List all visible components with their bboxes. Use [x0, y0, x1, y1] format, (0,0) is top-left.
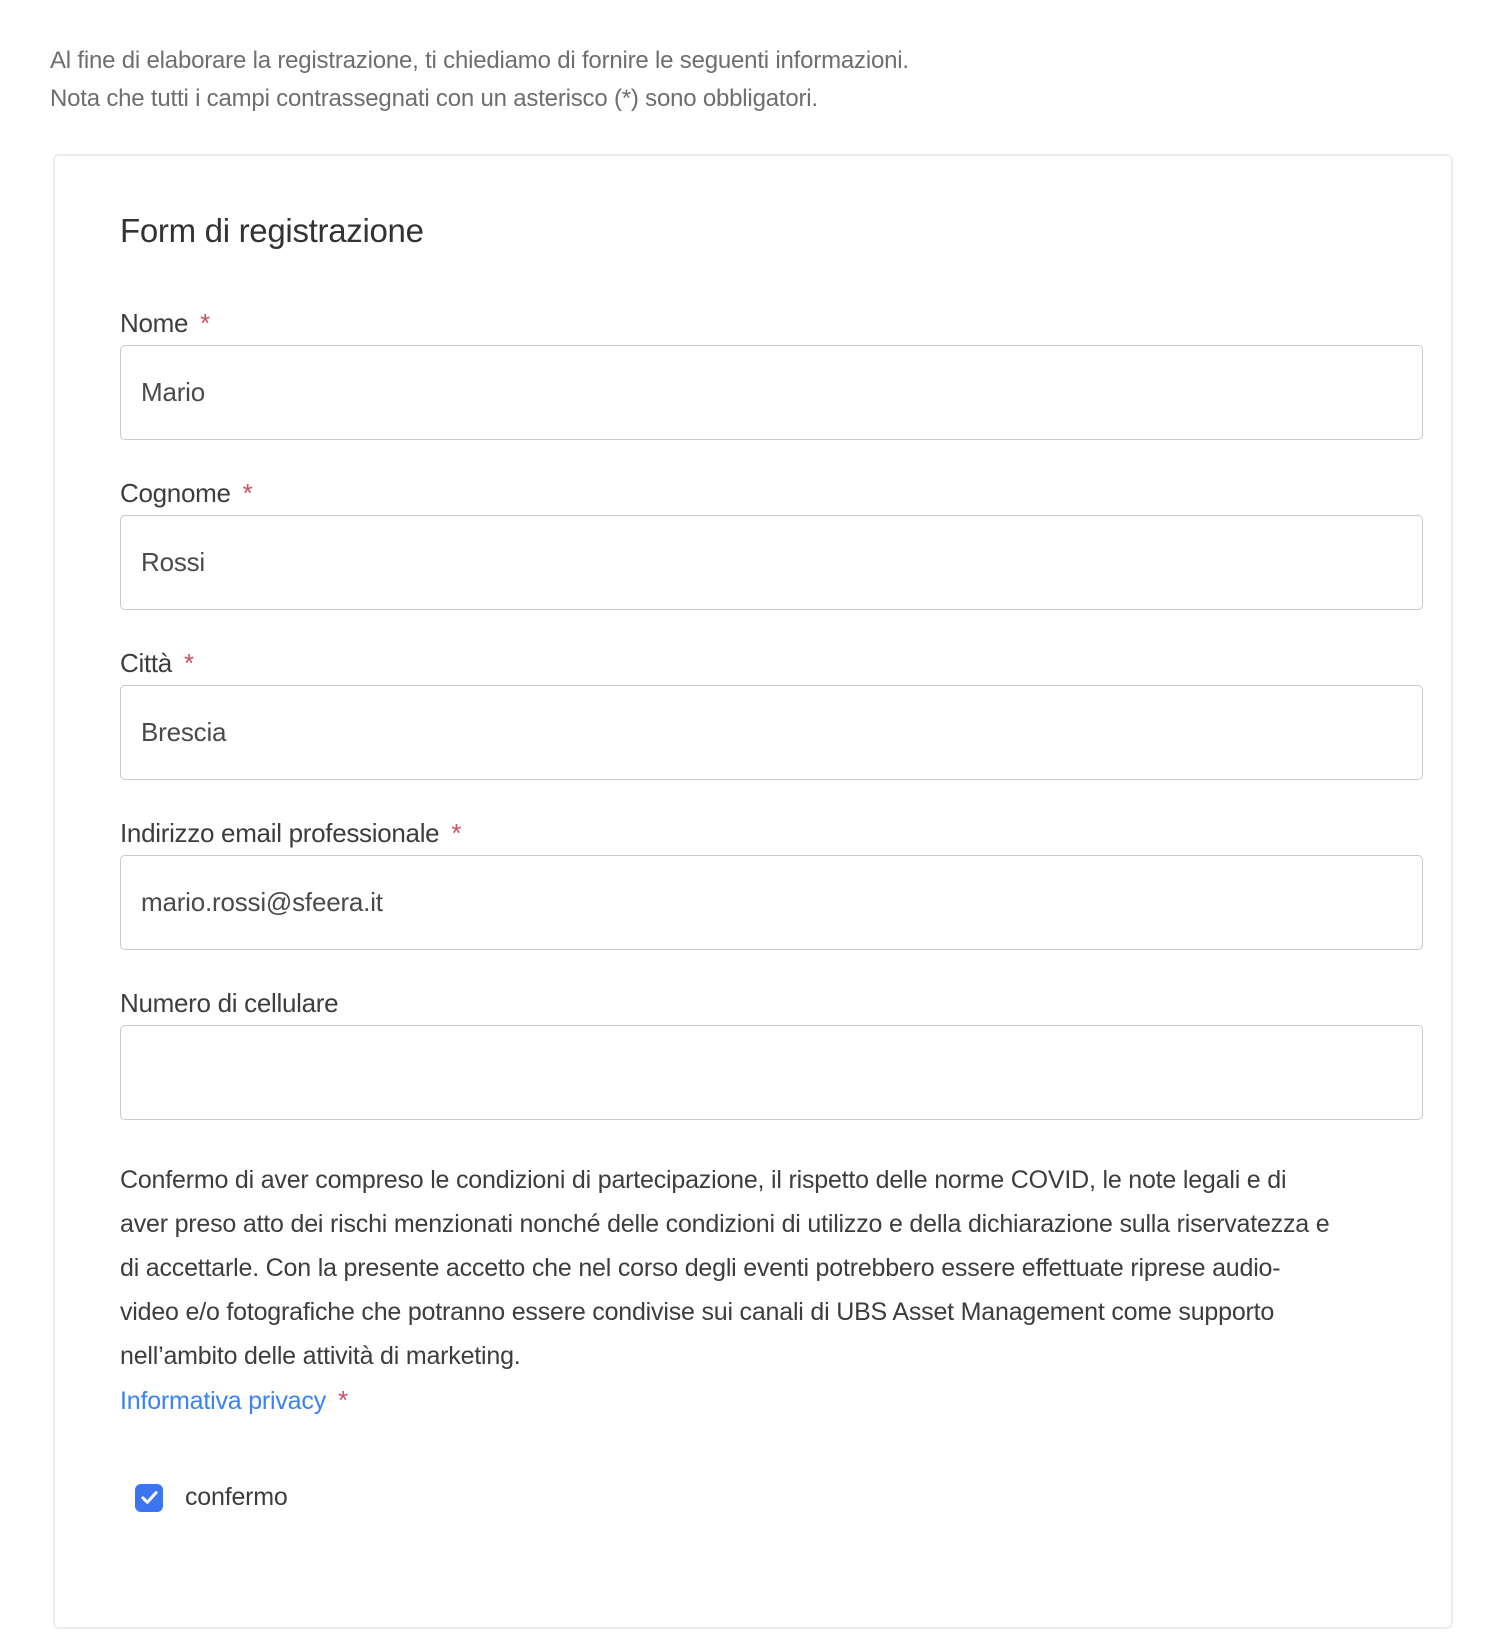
- required-asterisk: *: [200, 308, 210, 338]
- field-email: [120, 818, 1423, 950]
- confermo-checkbox[interactable]: [135, 1484, 163, 1512]
- registration-card: [53, 154, 1453, 1629]
- field-citta: [120, 648, 1423, 780]
- privacy-line: [120, 1378, 1423, 1423]
- informativa-privacy-link[interactable]: Informativa privacy: [120, 1387, 326, 1415]
- required-asterisk: *: [338, 1385, 348, 1415]
- check-icon: [139, 1487, 160, 1508]
- field-nome: [120, 308, 1423, 440]
- intro-text: [0, 0, 1508, 118]
- intro-line-2: Nota che tutti i campi contrassegnati con un asterisco (*) sono obbligatori.: [50, 85, 818, 112]
- required-asterisk: *: [242, 478, 253, 508]
- cellulare-input[interactable]: [120, 1025, 1423, 1120]
- intro-line-1: Al fine di elaborare la registrazione, ti chiediamo di fornire le seguenti informazioni.: [50, 47, 909, 74]
- confermo-label[interactable]: confermo: [185, 1483, 288, 1511]
- cellulare-label: Numero di cellulare: [120, 988, 339, 1018]
- required-asterisk: *: [451, 818, 462, 848]
- confermo-row: [135, 1483, 1423, 1512]
- cognome-input[interactable]: [120, 515, 1423, 610]
- citta-label: Città: [120, 648, 172, 678]
- citta-input[interactable]: [120, 685, 1423, 780]
- required-asterisk: *: [183, 648, 194, 678]
- nome-label: Nome: [120, 308, 189, 338]
- field-cellulare: [120, 988, 1423, 1120]
- field-cognome: [120, 478, 1423, 610]
- consent-text: Confermo di aver compreso le condizioni di partecipazione, il rispetto delle norme COVID, le note legali e di aver preso atto dei rischi menzionati nonché delle condizioni di utilizzo e della dichiarazione sulla riservatezza e di accettarle. Con la presente accetto che nel corso degli eventi potrebbero essere effettuate riprese audio-video e/o fotografiche che potranno essere condivise sui canali di UBS Asset Management come supporto nell’ambito delle attività di marketing.: [120, 1166, 1330, 1370]
- email-input[interactable]: [120, 855, 1423, 950]
- email-label: Indirizzo email professionale: [120, 818, 440, 848]
- nome-input[interactable]: [120, 345, 1423, 440]
- form-title: Form di registrazione: [120, 212, 424, 249]
- cognome-label: Cognome: [120, 478, 231, 508]
